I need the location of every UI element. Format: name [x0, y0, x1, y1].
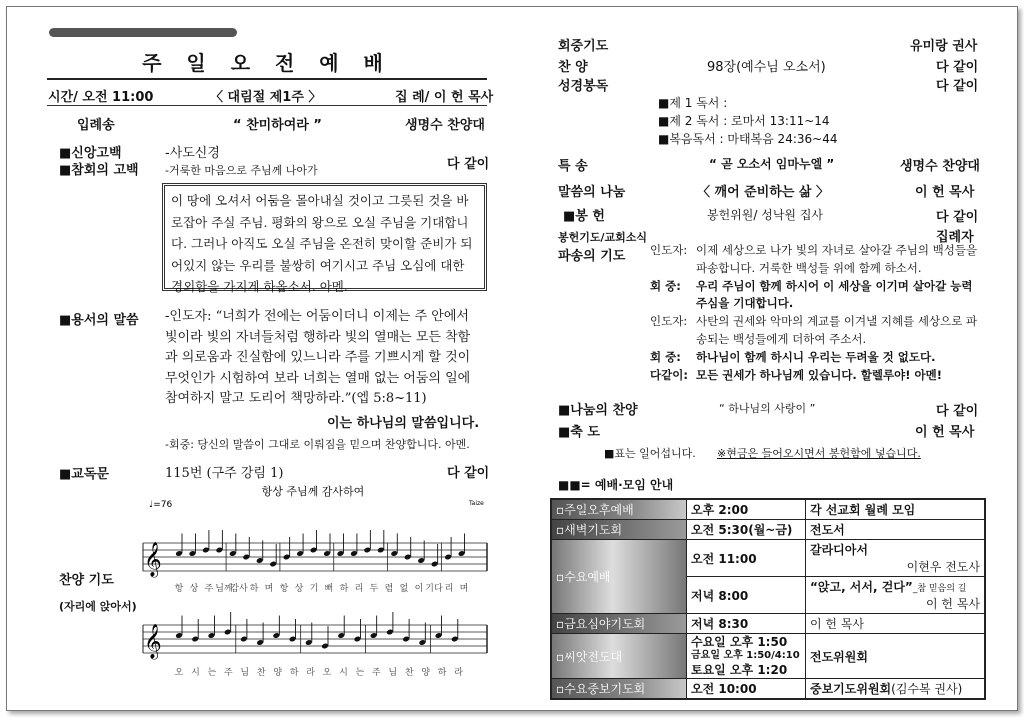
news-by: 집례자 — [936, 230, 974, 245]
header-rule — [47, 105, 487, 106]
lyric-syllable: 리 — [444, 584, 454, 594]
responsive-label: ■교독문 — [59, 467, 109, 482]
decorative-bar — [49, 28, 237, 37]
lyrics-line-2 — [175, 666, 464, 678]
schedule-desc-sub: 이현우 전도사 — [906, 560, 980, 574]
prayer-text: 이제 세상으로 나가 빛의 자녀로 살아갈 주님의 백성들을 파송합니다. 거룩한 백성들 위에 함께 하소서. — [696, 243, 978, 275]
confession-text: 이 땅에 오셔서 어둠을 몰아내실 것이고 그릇된 것을 바로잡아 주실 주님. 평화의 왕으로 오실 주님을 기대합니다. 그러나 아직도 오실 주님을 온전히 맞이할 준비가 되어있지 않는 우리를 불쌍히 여기시고 주님 오심에 대한 경외함을 가지게 하옵소서. 아멘. — [171, 193, 473, 294]
pardon-response: -회중: 당신의 말씀이 그대로 이뤄짐을 믿으며 찬양합니다. 아멘. — [165, 438, 470, 451]
creed-desc: -사도신경 — [165, 146, 220, 161]
pardon-line: 무엇인가 시험하여 보라 너희는 열매 없는 어둠의 일에 — [165, 370, 471, 386]
sermon-title: 〈 깨어 준비하는 삶 〉 — [697, 185, 830, 200]
lyrics-line-1 — [175, 582, 469, 594]
lyric-syllable: 는 — [355, 668, 365, 678]
bulletin-page — [6, 6, 1018, 711]
schedule-desc-cell — [806, 679, 986, 700]
prayer-text: 하나님이 함께 하시니 우리는 두려울 것 없도다. — [696, 349, 936, 364]
schedule-desc: 전도서 — [806, 520, 986, 540]
lyric-syllable: 항 — [279, 584, 289, 594]
table-row — [551, 614, 985, 634]
lyric-syllable: 이 — [414, 584, 424, 594]
lyric-syllable: 오 — [174, 668, 184, 678]
sharing-label: ■나눔의 찬양 — [558, 403, 638, 418]
schedule-name: ▫새벽기도회 — [551, 520, 687, 540]
schedule-desc-small: _참 믿음의 길 — [912, 584, 967, 594]
lyric-syllable: 하 — [339, 584, 349, 594]
hymn-label: 찬양 기도 — [59, 573, 114, 588]
service-time: 시간/ 오전 11:00 — [48, 90, 154, 105]
table-row — [551, 634, 985, 679]
praise-label: 찬 양 — [558, 60, 588, 75]
svg-text:𝄞: 𝄞 — [144, 624, 162, 659]
schedule-time: 오전 10:00 — [687, 679, 806, 700]
title-rule — [47, 78, 487, 80]
page-title: 주 일 오 전 예 배 — [142, 51, 392, 75]
praise-by: 다 같이 — [936, 60, 979, 75]
lyric-syllable: 라 — [306, 668, 315, 678]
confession-by: 다 같이 — [447, 157, 490, 172]
praise-text: 98장(예수님 오소서) — [707, 60, 826, 75]
prayer-text: 사탄의 권세와 악마의 계교를 이겨낼 지혜를 세상으로 파송되는 백성들에게 더하여 주소서. — [696, 314, 978, 346]
lyric-syllable: 오 — [322, 668, 332, 678]
prayer-row — [650, 349, 980, 367]
news-label: 봉헌기도/교회소식 — [558, 231, 648, 244]
schedule-name: ▫금요심야기도회 — [551, 614, 687, 634]
schedule-desc-cell — [806, 540, 986, 577]
lyric-syllable: 기 — [309, 584, 319, 594]
lyric-syllable: 주 — [204, 584, 214, 594]
lyric-syllable: 두 — [369, 584, 379, 594]
prayer-speaker: 회 중: — [650, 349, 681, 364]
sermon-by: 이 헌 목사 — [915, 185, 975, 200]
lyric-syllable: 주 — [223, 668, 233, 678]
table-row — [551, 679, 985, 700]
prayer-speaker: 회 중: — [650, 278, 681, 293]
lyric-syllable: 없 — [399, 584, 409, 594]
presider: 집 례/ 이 헌 목사 — [395, 90, 494, 105]
prayer-row — [650, 367, 980, 385]
offering-label: ■봉 헌 — [563, 209, 605, 224]
schedule-title: ■■= 예배·모임 안내 — [558, 478, 674, 492]
pardon-line: 빛이라 빛의 자녀들처럼 행하라 빛의 열매는 모든 착함 — [165, 329, 471, 345]
schedule-desc-extra: (김수복 권사) — [891, 682, 963, 696]
reading-2: ■제 2 독서 : 로마서 13:11~14 — [658, 114, 830, 128]
prayer-row — [650, 242, 980, 278]
table-row — [551, 520, 985, 540]
offering-by: 다 같이 — [936, 210, 979, 225]
lyric-syllable: 며 — [459, 584, 469, 594]
lyric-syllable: 라 — [454, 668, 463, 678]
responsive-by: 다 같이 — [447, 466, 490, 481]
pardon-closing: 이는 하나님의 말씀입니다. — [327, 416, 480, 431]
sending-prayer — [650, 242, 980, 384]
sending-label: 파송의 기도 — [558, 249, 626, 264]
schedule-time: 금요일 오후 1:50/4:10 — [691, 650, 800, 661]
responsive-text: 115번 (구주 강림 1) — [165, 466, 284, 481]
schedule-name: ▫수요중보기도회 — [551, 679, 687, 700]
lyric-syllable: 님 — [240, 668, 250, 678]
lyric-syllable: 기다 — [425, 584, 443, 594]
score-title: 항상 주님께 감사하여 — [261, 485, 365, 498]
offering-text: 봉헌위원/ 성낙원 집사 — [707, 208, 824, 222]
lyric-syllable: 님 — [388, 668, 398, 678]
prayer-row — [650, 278, 980, 314]
lyric-syllable: 상 — [294, 584, 304, 594]
schedule-desc: 전도위원회 — [806, 634, 986, 679]
schedule-name: ▫수요예배 — [551, 540, 687, 614]
special-label: 특 송 — [558, 159, 588, 174]
lyric-syllable: 리 — [354, 584, 364, 594]
hymn-note: (자리에 앉아서) — [59, 600, 137, 613]
schedule-desc-cell — [806, 577, 986, 614]
schedule-desc-sub: 이 헌 목사 — [926, 597, 980, 611]
prelude-performer: 생명수 찬양대 — [405, 118, 485, 133]
notice-offering: ※현금은 들어오시면서 봉헌함에 넣습니다. — [717, 447, 921, 460]
reading-3: ■복음독서 : 마태복음 24:36~44 — [658, 132, 838, 146]
lyric-syllable: 뻐 — [324, 584, 334, 594]
prayer-speaker: 다같이: — [650, 367, 688, 382]
sharing-song: “ 하나님의 사랑이 ” — [719, 402, 816, 415]
schedule-desc: 중보기도위원회 — [810, 682, 892, 696]
score-composer: Taize — [469, 500, 484, 507]
lyric-syllable: 님께 — [215, 584, 233, 594]
blessing-by: 이 헌 목사 — [915, 425, 975, 440]
special-song: “ 곧 오소서 임마누엘 ” — [709, 157, 835, 171]
schedule-time: 오전 11:00 — [687, 540, 806, 577]
table-row — [551, 499, 985, 520]
schedule-time-cell — [687, 634, 806, 679]
blessing-label: ■축 도 — [558, 425, 600, 440]
lyric-syllable: 감사 — [230, 584, 248, 594]
prelude-label: 입례송 — [77, 118, 115, 133]
schedule-time: 수요일 오후 1:50 — [691, 635, 788, 649]
liturgical-season: 〈 대림절 제1주 〉 — [210, 90, 322, 105]
schedule-name: ▫주일오후예배 — [551, 499, 687, 520]
lyric-syllable: 상 — [189, 584, 199, 594]
special-by: 생명수 찬양대 — [900, 159, 980, 174]
table-row — [551, 540, 985, 577]
prayer-by: 유미랑 권사 — [910, 39, 978, 54]
pardon-line: -인도자: “너희가 전에는 어둠이더니 이제는 주 안에서 — [165, 309, 469, 324]
schedule-desc: “앉고, 서서, 걷다” — [810, 580, 913, 594]
lyric-syllable: 하 — [249, 584, 259, 594]
lyric-syllable: 찬 — [404, 668, 414, 678]
lyric-syllable: 양 — [273, 668, 283, 678]
svg-text:𝄞: 𝄞 — [144, 542, 162, 577]
score-tempo: ♩=76 — [149, 500, 173, 510]
prayer-row — [650, 313, 980, 349]
schedule-desc: 이 헌 목사 — [806, 614, 986, 634]
lyric-syllable: 렴 — [384, 584, 394, 594]
pardon-text — [165, 307, 491, 410]
confession-desc: -거룩한 마음으로 주님께 나아가 — [165, 164, 318, 177]
prayer-text: 모든 권세가 하나님께 있습니다. 할렐루야! 아멘! — [696, 367, 942, 382]
lyric-syllable: 양 — [421, 668, 431, 678]
pardon-label: ■용서의 말씀 — [59, 313, 139, 328]
lyric-syllable: 찬 — [256, 668, 266, 678]
confession-label: ■참회의 고백 — [59, 163, 139, 178]
pardon-line: 참여하지 말고 도리어 책망하라.”(엡 5:8~11) — [165, 391, 427, 406]
lyric-syllable: 항 — [174, 584, 184, 594]
lyric-syllable: 시 — [339, 668, 348, 678]
schedule-desc: 각 선교회 월례 모임 — [806, 499, 986, 520]
lyric-syllable: 주 — [371, 668, 381, 678]
reading-by: 다 같이 — [936, 79, 979, 94]
pardon-line: 과 의로움과 진실함에 있느니라 주를 기쁘시게 할 것이 — [165, 350, 471, 365]
sharing-by: 다 같이 — [936, 404, 979, 419]
schedule-table — [550, 498, 986, 700]
lyric-syllable: 하 — [437, 668, 447, 678]
reading-label: 성경봉독 — [558, 79, 609, 94]
confession-text-box — [162, 183, 487, 294]
sermon-label: 말씀의 나눔 — [558, 185, 626, 200]
hymn-score — [135, 483, 491, 693]
staff-line-2 — [143, 612, 487, 660]
schedule-time: 저녁 8:30 — [687, 614, 806, 634]
schedule-time: 토요일 오후 1:20 — [691, 663, 788, 677]
prayer-speaker: 인도자: — [650, 243, 688, 257]
lyric-syllable: 는 — [207, 668, 217, 678]
lyric-syllable: 시 — [191, 668, 200, 678]
schedule-desc: 갈라디아서 — [810, 543, 868, 557]
lyric-syllable: 하 — [289, 668, 299, 678]
prayer-label: 회중기도 — [558, 39, 609, 54]
reading-1: ■제 1 독서 : — [658, 96, 728, 110]
notice-stand: ■표는 일어섭니다. — [604, 447, 696, 460]
schedule-time: 저녁 8:00 — [687, 577, 806, 614]
prelude-song: “ 찬미하여라 ” — [233, 118, 322, 133]
creed-label: ■신앙고백 — [59, 146, 122, 161]
lyric-syllable: 며 — [264, 584, 274, 594]
prayer-speaker: 인도자: — [650, 314, 688, 329]
schedule-time: 오후 2:00 — [687, 499, 806, 520]
schedule-name: ▫씨앗전도대 — [551, 634, 687, 679]
staff-line-1 — [143, 530, 487, 578]
prayer-text: 우리 주님이 함께 하시어 이 세상을 이기며 살아갈 능력 주심을 기대합니다. — [696, 278, 973, 311]
schedule-time: 오전 5:30(월~금) — [687, 520, 806, 540]
